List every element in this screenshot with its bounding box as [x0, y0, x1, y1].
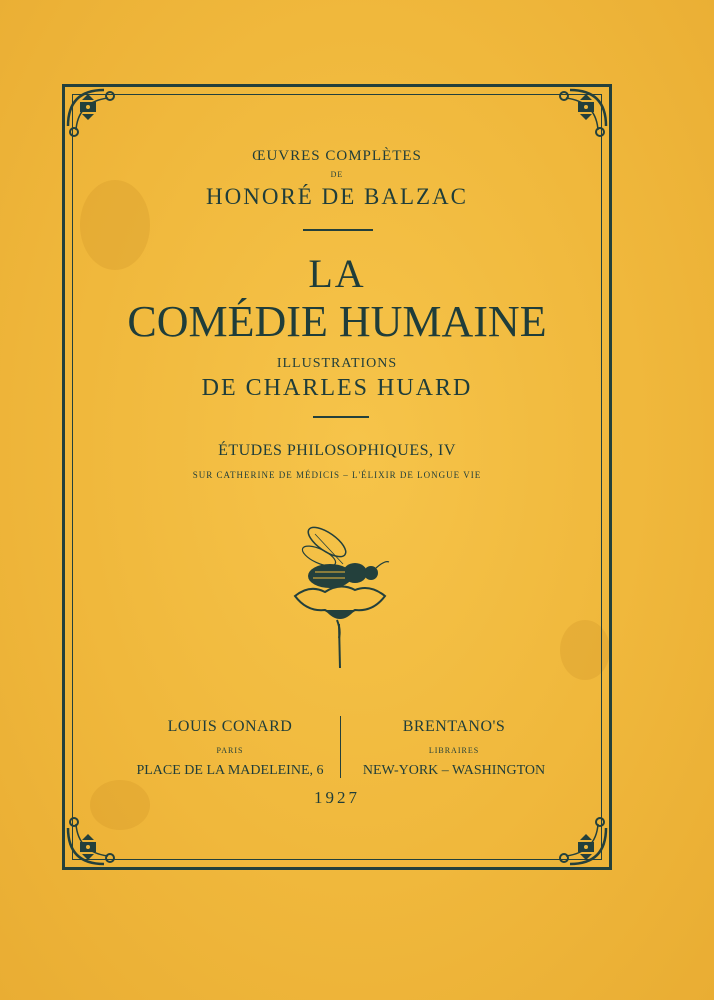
series-title: ŒUVRES COMPLÈTES — [252, 148, 422, 164]
publication-year: 1927 — [314, 788, 360, 807]
illustrator-name: DE CHARLES HUARD — [201, 375, 473, 401]
publisher-role: LIBRAIRES — [428, 746, 480, 755]
publisher-newyork — [344, 718, 564, 779]
illustrations-label: ILLUSTRATIONS — [276, 356, 398, 371]
author-name: HONORÉ DE BALZAC — [206, 184, 468, 209]
publisher-name: BRENTANO'S — [402, 718, 506, 735]
publisher-address: PLACE DE LA MADELEINE, 6 — [136, 763, 324, 778]
volume-contents: SUR CATHERINE DE MÉDICIS – L'ÉLIXIR DE LONGUE VIE — [192, 470, 482, 480]
book-title: COMÉDIE HUMAINE — [127, 297, 547, 346]
publisher-cities: NEW-YORK – WASHINGTON — [362, 763, 546, 778]
publisher-name: LOUIS CONARD — [167, 718, 293, 735]
publisher-divider — [340, 716, 341, 778]
bee-on-flower-icon — [285, 520, 395, 670]
author-preposition: DE — [330, 170, 344, 179]
publisher-city: PARIS — [216, 746, 244, 755]
separator-rule — [303, 229, 373, 231]
separator-rule — [313, 416, 369, 418]
title-article: LA — [308, 251, 366, 296]
publisher-paris — [120, 718, 340, 779]
volume-title: ÉTUDES PHILOSOPHIQUES, IV — [218, 442, 456, 459]
